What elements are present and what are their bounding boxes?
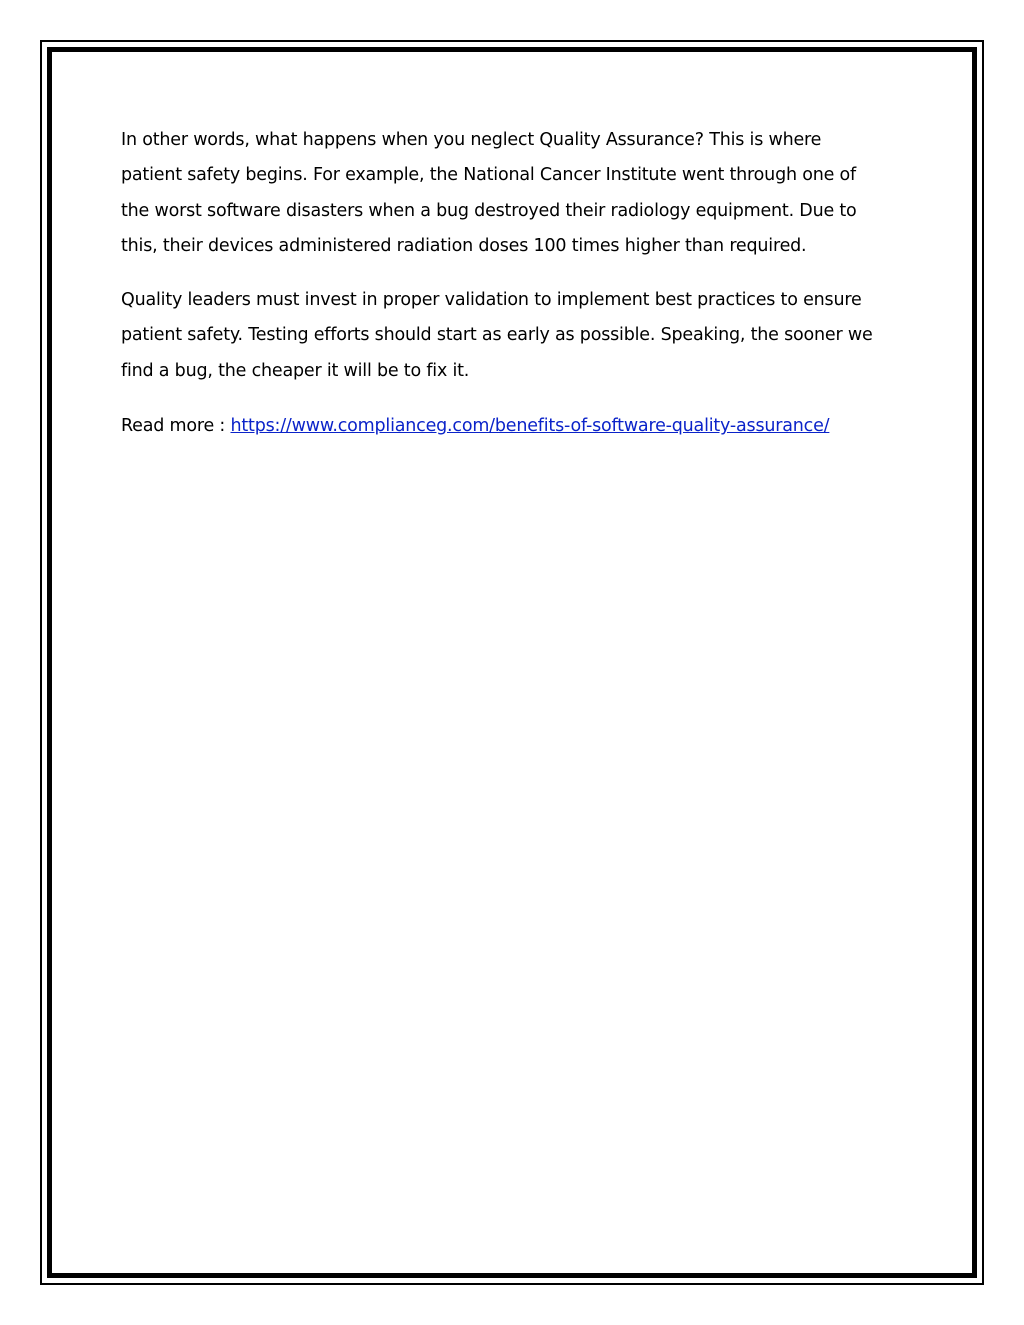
text-line: find a bug, the cheaper it will be to fix it. — [121, 360, 470, 381]
paragraph-quality-leaders — [121, 283, 911, 389]
document-body — [121, 123, 911, 462]
text-line: In other words, what happens when you neglect Quality Assurance? This is where — [121, 130, 822, 150]
read-more-link[interactable]: https://www.complianceg.com/benefits-of-software-quality-assurance/ — [230, 416, 830, 437]
paragraph-qa-neglect — [121, 123, 911, 264]
text-line: patient safety. Testing efforts should start as early as possible. Speaking, the sooner we — [121, 325, 873, 346]
text-line: this, their devices administered radiation doses 100 times higher than required. — [121, 235, 807, 256]
text-line: the worst software disasters when a bug destroyed their radiology equipment. Due to — [121, 200, 857, 221]
text-line: Quality leaders must invest in proper validation to implement best practices to ensure — [121, 290, 862, 311]
read-more — [121, 409, 911, 444]
read-more-label: Read more : — [121, 416, 231, 437]
text-line: patient safety begins. For example, the National Cancer Institute went through one of — [121, 165, 857, 186]
